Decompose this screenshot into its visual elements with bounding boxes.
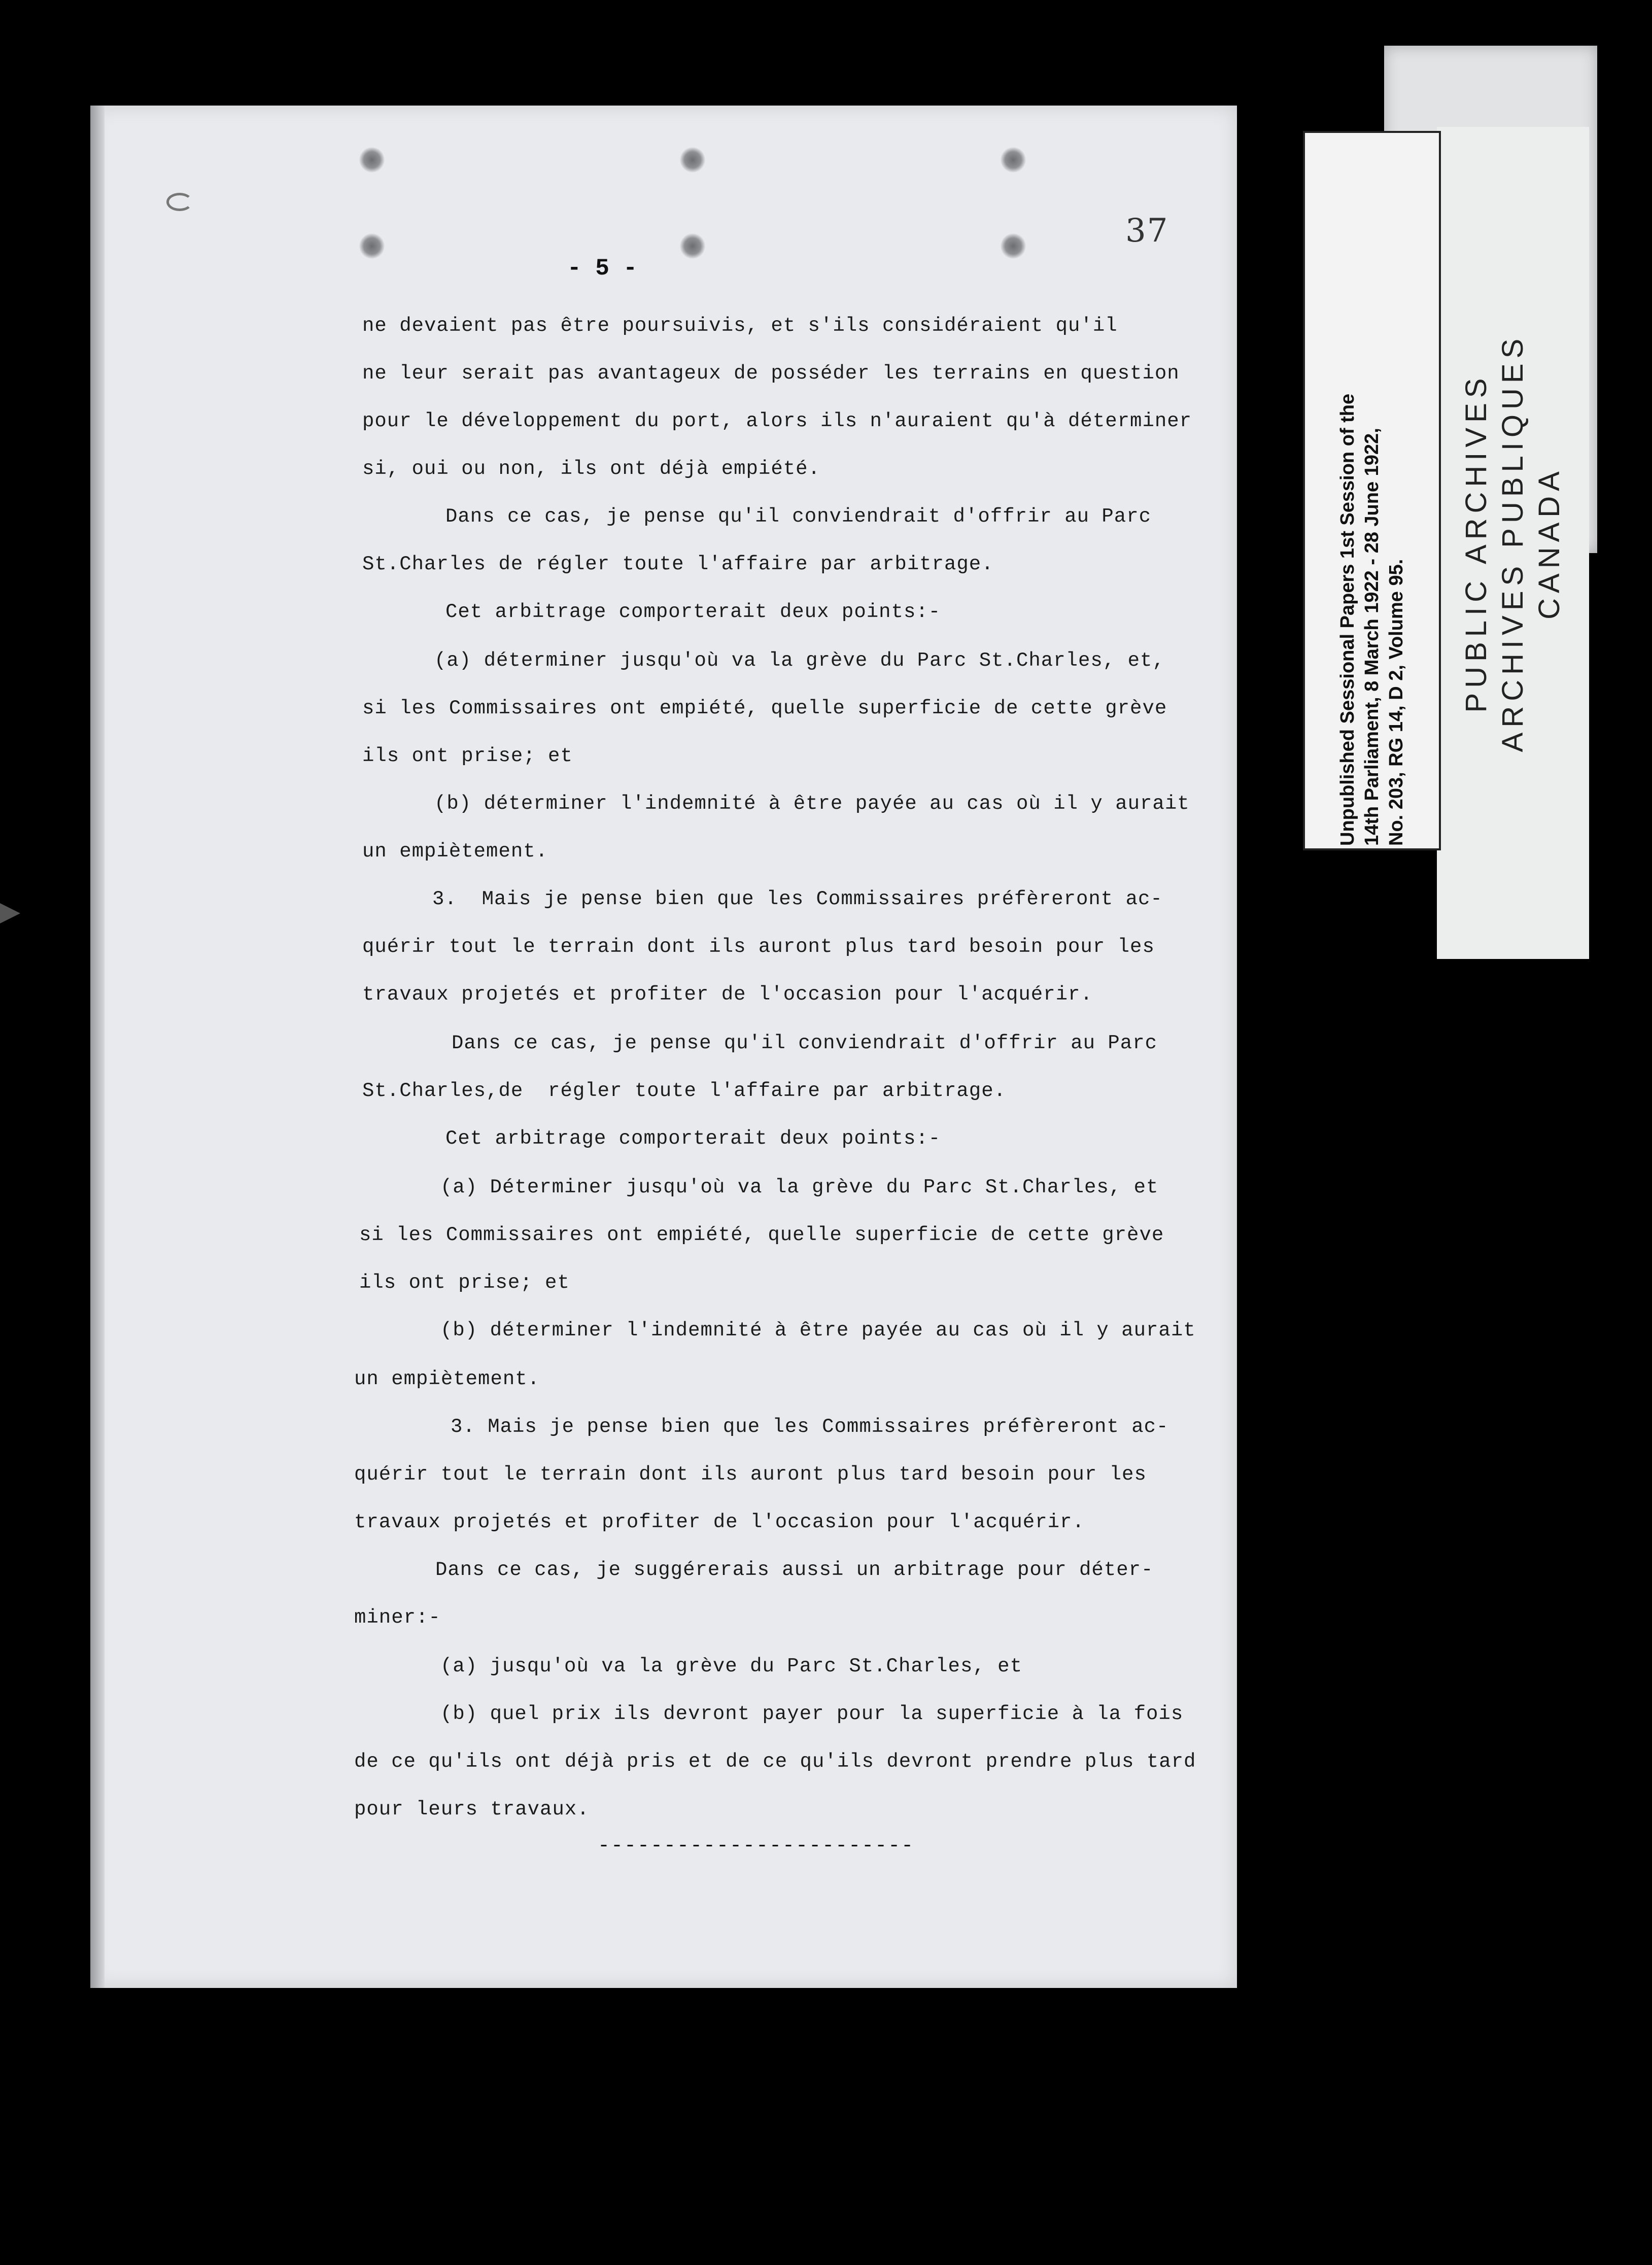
text-line: un empiètement. [354,1368,540,1390]
label-line-1: Unpublished Sessional Papers 1st Session of the [1337,393,1358,846]
text-line: (b) quel prix ils devront payer pour la superficie à la fois [440,1703,1184,1725]
text-line: si les Commissaires ont empiété, quelle superficie de cette grève [359,1224,1164,1246]
text-line: ils ont prise; et [362,745,573,767]
archive-stamp-text [1458,238,1568,847]
stamp-line-3: CANADA [1533,466,1566,620]
body-text [90,106,1237,1988]
page-number: - 5 - [567,255,638,282]
text-line: Cet arbitrage comporterait deux points:- [445,1127,941,1150]
text-line: Dans ce cas, je pense qu'il conviendrait d'offrir au Parc [445,505,1152,528]
text-line: miner:- [354,1606,441,1629]
text-line: (a) déterminer jusqu'où va la grève du Parc St.Charles, et, [434,649,1165,672]
text-line: (a) jusqu'où va la grève du Parc St.Charles, et [440,1655,1022,1677]
text-line: un empiètement. [362,840,548,863]
archive-label [1303,131,1441,850]
text-line: 3. Mais je pense bien que les Commissaires préfèreront ac- [432,888,1163,910]
text-line: travaux projetés et profiter de l'occasion pour l'acquérir. [354,1511,1085,1533]
text-line: si les Commissaires ont empiété, quelle superficie de cette grève [362,697,1167,719]
text-line: si, oui ou non, ils ont déjà empiété. [362,458,820,480]
text-line: de ce qu'ils ont déjà pris et de ce qu'ils devront prendre plus tard [354,1751,1196,1773]
archive-stamp [1437,127,1589,959]
closing-rule: ------------------------ [598,1835,915,1858]
text-line: pour leurs travaux. [354,1798,590,1821]
text-line: quérir tout le terrain dont ils auront plus tard besoin pour les [362,936,1155,958]
text-line: 3. Mais je pense bien que les Commissaires préfèreront ac- [451,1416,1169,1438]
label-line-2: 14th Parliament, 8 March 1922 - 28 June 1922, [1361,428,1383,846]
text-line: (b) déterminer l'indemnité à être payée au cas où il y aurait [434,793,1190,815]
folio-number: 37 [1125,212,1169,250]
text-line: ne devaient pas être poursuivis, et s'ils considéraient qu'il [362,315,1118,337]
text-line: St.Charles de régler toute l'affaire par arbitrage. [362,553,994,575]
edge-mark [0,903,20,923]
text-line: travaux projetés et profiter de l'occasion pour l'acquérir. [362,983,1093,1006]
archive-label-text [1335,135,1408,846]
text-line: pour le développement du port, alors ils n'auraient qu'à déterminer [362,410,1192,432]
text-line: quérir tout le terrain dont ils auront plus tard besoin pour les [354,1463,1147,1486]
text-line: Dans ce cas, je suggérerais aussi un arbitrage pour déter- [435,1559,1154,1581]
text-line: Cet arbitrage comporterait deux points:- [445,601,941,623]
text-line: ils ont prise; et [359,1272,570,1294]
text-line: St.Charles,de régler toute l'affaire par arbitrage. [362,1080,1006,1102]
document-page [90,106,1237,1988]
stamp-line-1: PUBLIC ARCHIVES [1460,373,1493,713]
stamp-line-2: ARCHIVES PUBLIQUES [1496,333,1529,752]
text-line: (b) déterminer l'indemnité à être payée au cas où il y aurait [440,1319,1196,1342]
text-line: Dans ce cas, je pense qu'il conviendrait d'offrir au Parc [452,1032,1158,1054]
text-line: ne leur serait pas avantageux de posséder les terrains en question [362,362,1180,385]
text-line: (a) Déterminer jusqu'où va la grève du Parc St.Charles, et [440,1176,1159,1198]
label-line-3: No. 203, RG 14, D 2, Volume 95. [1386,559,1407,846]
